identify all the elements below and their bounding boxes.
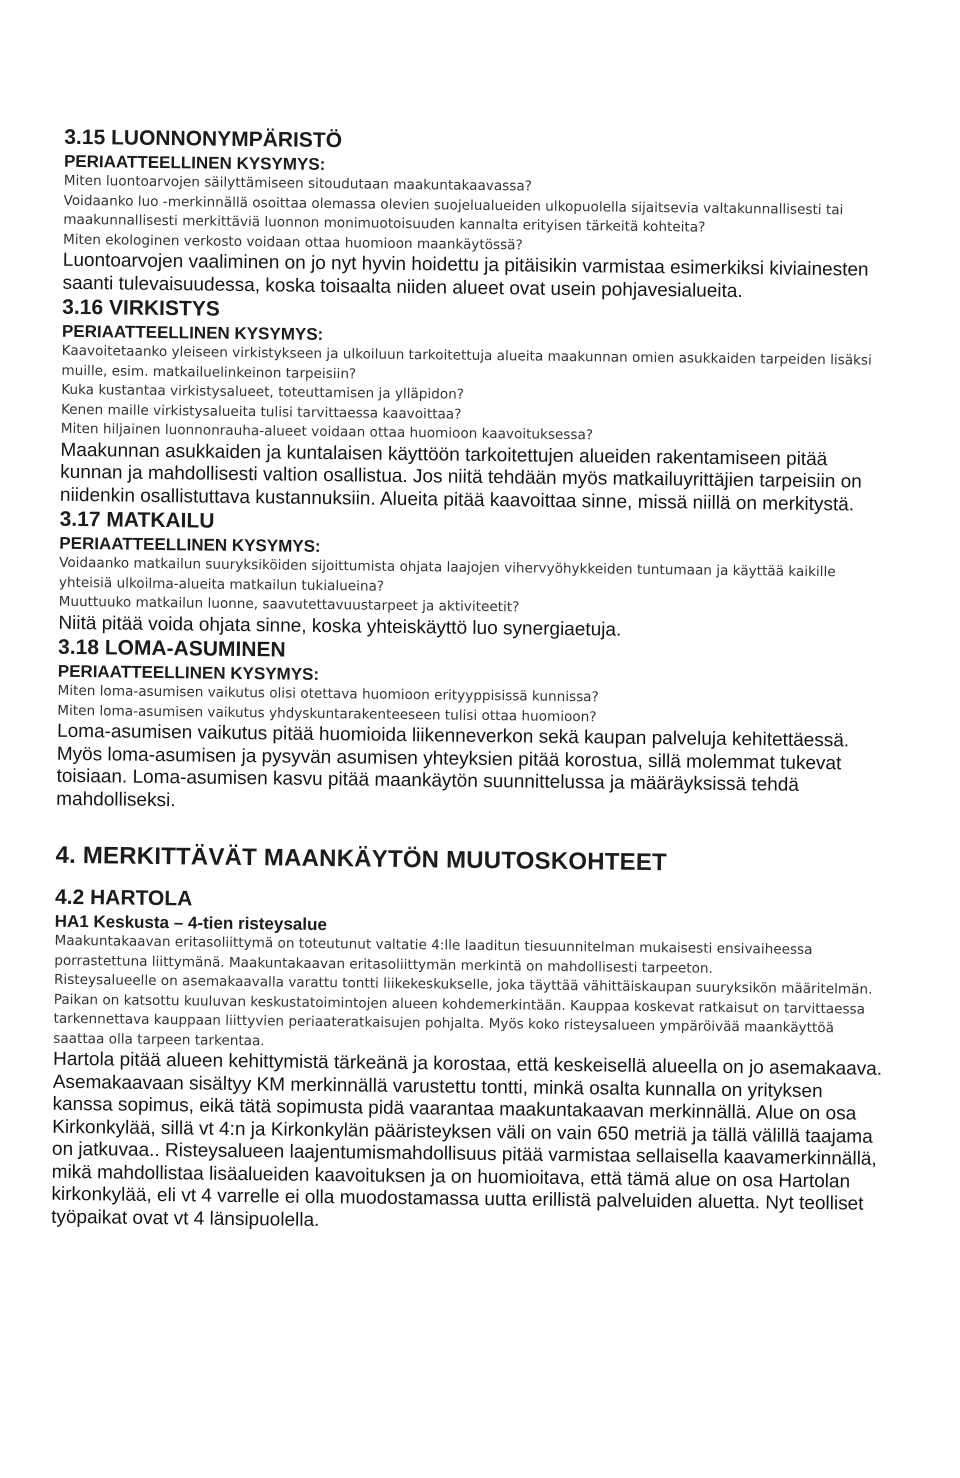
question-text: Voidaanko matkailun suuryksiköiden sijoittumista ohjata laajojen vihervyöhykkeiden tuntumaan ja käyttää kaikille yhteisiä ulkoilma-alueita matkailun tukialueina? xyxy=(58,554,836,595)
description-text: Risteysalueelle on asemakaavalla varattu tontti liikekeskukselle, joka täyttää vähittäiskaupan suuryksikön määritelmän. Paikan on katsottu kuuluvan keskustatoimintojen alueen kohdemerkintään. Kauppaa koskevat ratkaisut on tarvittaessa tarkennettava kauppaan liittyvien periaateratkaisujen pohjalta. Myös koko risteysalueen ympäröivää maankäyttöä saattaa olla tarpeen tarkentaa. xyxy=(53,971,873,1049)
question-text: Miten hiljainen luonnonrauha-alueet voidaan ottaa huomioon kaavoituksessa? xyxy=(60,420,594,444)
question-text: Kaavoitetaanko yleiseen virkistykseen ja ulkoiluun tarkoitettuja alueita maakunnan omien asukkaiden tarpeiden lisäksi muille, esim. matkailuelinkeinon tarpeisiin? xyxy=(61,342,872,382)
section-heading-3-16: 3.16 VIRKISTYS xyxy=(62,295,220,321)
principal-question-heading: PERIAATTEELLINEN KYSYMYS: xyxy=(63,151,326,174)
question-text: Voidaanko luo -merkinnällä osoittaa olemassa olevien suojelualueiden ulkopuolella sijaitsevia valtakunnallisesti tai maakunnallisesti merkittäviä luonnon monimuotoisuuden kannalta erityisen tärkeitä kohteita? xyxy=(63,192,844,236)
question-text: Miten loma-asumisen vaikutus yhdyskuntarakenteeseen tulisi ottaa huomioon? xyxy=(57,702,597,725)
principal-question-heading: PERIAATTEELLINEN KYSYMYS: xyxy=(59,533,321,556)
principal-question-heading: PERIAATTEELLINEN KYSYMYS: xyxy=(61,321,324,344)
answer-text: Niitä pitää voida ohjata sinne, koska yhteiskäyttö luo synergiaetuja. xyxy=(58,612,622,641)
answer-text: Hartola pitää alueen kehittymistä tärkeänä ja korostaa, että keskeisellä alueella on jo asemakaava. Asemakaavaan sisältyy KM merkinnällä varustettu tontti, minkä osalta kunnalla on yrityksen kanssa sopimus, eikä tätä sopimusta pidä vaarantaa maakuntakaavan merkinnällä. Alue on osa Kirkonkylää, sillä vt 4:n ja Kirkonkylän pääristeyksen väli on vain 650 metriä ja tällä välillä taajama on jatkuvaa.. Risteysalueen laajentumismahdollisuus pitää varmistaa sellaisella kaavamerkinnällä, mikä mahdollistaa lisäalueiden kaavoituksen ja on huomioitava, että tämä alue on osa Hartolan kirkonkylää, eli vt 4 varrelle ei olla muodostamassa uutta erillistä palveluiden aluetta. Nyt teolliset työpaikat ovat vt 4 länsipuolella. xyxy=(51,1048,883,1231)
section-heading-3-18: 3.18 LOMA-ASUMINEN xyxy=(57,635,286,662)
question-text: Miten ekologinen verkosto voidaan ottaa huomioon maankäytössä? xyxy=(62,231,523,253)
section-heading-3-17: 3.17 MATKAILU xyxy=(59,507,215,533)
answer-text: Luontoarvojen vaaliminen on jo nyt hyvin hoidettu ja pitäisikin varmistaa esimerkiksi kiviainesten saanti tulevaisuudessa, koska toisaalta niiden alueet ovat usein pohjavesialueita. xyxy=(62,249,869,302)
description-text: Maakuntakaavan eritasoliittymä on toteutunut valtatie 4:lle laaditun tiesuunnitelman mukaisesti ensivaiheessa porrastettuna liittymänä. Maakuntakaavan eritasoliittymän merkintä on mahdollisesti tarpeeton. xyxy=(54,932,813,977)
principal-question-heading: PERIAATTEELLINEN KYSYMYS: xyxy=(57,661,320,684)
answer-text: Maakunnan asukkaiden ja kuntalaisen käyttöön tarkoitettujen alueiden rakentamiseen pitää kunnan ja mahdollisesti valtion osallistua. Jos niitä tehdään myös matkailuyrittäjien tarpeisiin on niidenkin osallistuttava kustannuksiin. Alueita pitää kaavoittaa sinne, missä niillä on merkitystä. xyxy=(59,439,862,515)
question-text: Kuka kustantaa virkistysalueet, toteuttamisen ja ylläpidon? xyxy=(61,381,465,403)
question-text: Kenen maille virkistysalueita tulisi tarvittaessa kaavoittaa? xyxy=(60,401,462,423)
section-heading-3-15: 3.15 LUONNONYMPÄRISTÖ xyxy=(64,125,343,153)
answer-text: Loma-asumisen vaikutus pitää huomioida liikenneverkon sekä kaupan palveluja kehitettäessä. Myös loma-asumisen ja pysyvän asumisen yhteyksien pitää korostua, sillä molemmat tukevat toisiaan. Loma-asumisen kasvu pitää maankäytön suunnittelussa ja määräyksissä tehdä mahdolliseksi. xyxy=(56,720,850,811)
site-heading-ha1: HA1 Keskusta – 4-tien risteysalue xyxy=(54,911,327,935)
question-text: Miten loma-asumisen vaikutus olisi otettava huomioon erityyppisissä kunnissa? xyxy=(57,682,599,706)
question-text: Miten luontoarvojen säilyttämiseen sitoudutaan maakuntakaavassa? xyxy=(63,172,533,195)
question-text: Muuttuuko matkailun luonne, saavutettavuustarpeet ja aktiviteetit? xyxy=(58,593,520,616)
section-heading-4-2: 4.2 HARTOLA xyxy=(54,885,193,911)
chapter-heading-4: 4. MERKITTÄVÄT MAANKÄYTÖN MUUTOSKOHTEET xyxy=(55,841,668,877)
